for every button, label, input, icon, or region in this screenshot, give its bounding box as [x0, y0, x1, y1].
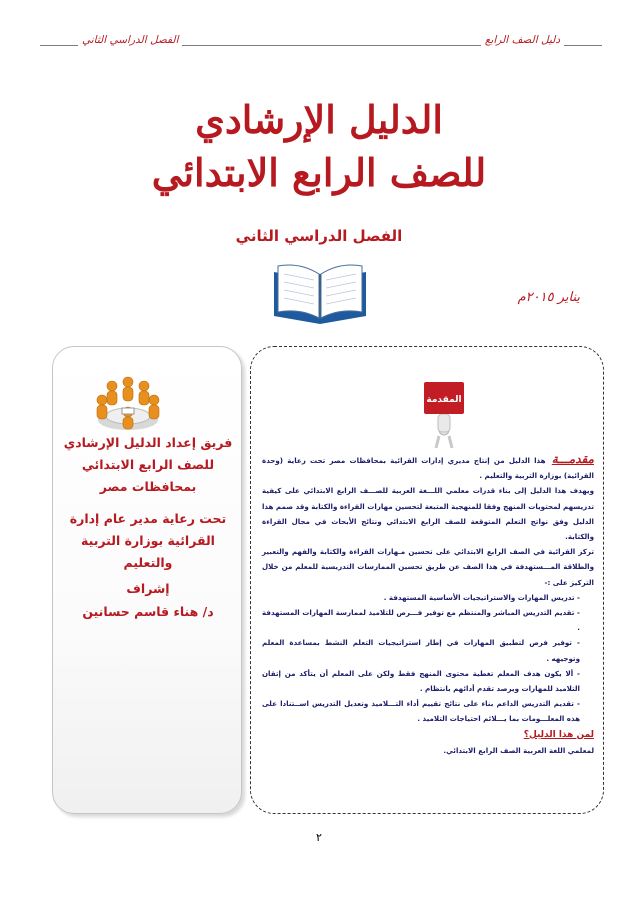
intro-paragraph-3: تركز القرائية في الصف الرابع الابتدائي على تحسين مـهارات القراءة والكتابة والفهم والتعبير والطلاقة المـــستهدفة في هذا الصف عن طريق تحسين الممارسات التدريسية للمعلم من خلال التركيز على :- [262, 547, 594, 587]
semester-subtitle: الفصل الدراسي الثاني [235, 227, 403, 245]
intro-bullet-5: - تقديم التدريس الداعم بناء على نتائج تقييم أداء التـــلاميذ وتعديل التدريس اســتنادا على هذه المعلـــومات بما يـــلائم احتياجات التلاميذ . [262, 699, 580, 724]
intro-paragraph-1 [262, 452, 594, 483]
header-semester: الفصل الدراسي الثاني [78, 34, 182, 46]
intro-bullet-3: - توفير فرص لتطبيق المهارات في إطار استراتيجيات التعلم النشط بمساعدة المعلم وتوجيهه . [262, 638, 580, 663]
for-whom-text: لمعلمي اللغة العربية الصف الرابع الابتدائي. [443, 745, 594, 755]
team-sponsor: تحت رعاية مدير عام إدارة القرائية بوزارة التربية والتعليم [69, 511, 227, 570]
open-book-icon [270, 258, 370, 326]
introduction-sign-icon [422, 380, 466, 448]
page-number: ٢ [316, 831, 322, 844]
introduction-sign-label: المقدمة [426, 395, 462, 405]
team-prepared-by: فريق إعداد الدليل الإرشادي للصف الرابع الابتدائي بمحافظات مصر [63, 435, 233, 494]
page-header [40, 34, 602, 50]
page-title-line-2: للصف الرابع الابتدائي [151, 150, 487, 195]
introduction-text [262, 452, 594, 758]
supervisor-name: د/ هناء قاسم حسانين [82, 604, 214, 619]
page-title-line-1: الدليل الإرشادي [195, 97, 443, 142]
intro-bullet-2: - تقديم التدريس المباشر والمنتظم مع توفير فـــرص للتلاميذ لممارسة المهارات المستهدفة . [262, 608, 580, 633]
team-meeting-icon [88, 372, 168, 434]
intro-bullet-4: - ألا يكون هدف المعلم تغطية محتوى المنهج فقط ولكن على المعلم أن يتأكد من إتقان التلاميذ للمهارات ويرصد تقدم أدائهم بانتظام . [262, 668, 580, 694]
issue-date: يناير ٢٠١٥م [517, 290, 580, 305]
header-guide-title: دليل الصف الرابع [481, 34, 564, 46]
intro-bullet-1: - تدريس المهارات والاستراتيجيات الأساسية المستهدفة . [383, 592, 580, 602]
intro-paragraph-1-text: هذا الدليل من إنتاج مديري إدارات القرائية بمحافظات مصر تحت رعاية (وحدة القرائية) بوزارة التربية والتعليم . [262, 456, 594, 481]
for-whom-heading: لمن هذا الدليل؟ [523, 729, 594, 740]
supervision-label: إشراف [126, 581, 170, 596]
intro-paragraph-2: ويهدف هذا الدليل إلى بناء قدرات معلمي اللـــغة العربية للصـــف الرابع الابتدائي على كيفية تدريسهم لمحتويات المنهج وفقا للمنهجية المتبعة لتحسين مهارات القراءة والكتابة وقد صمم هذا الدليل وفق نواتج التعلم المتوقعة للصف الرابع الابتدائي ونتائج الأبحاث في مجال القراءة والكتابة. [262, 486, 594, 542]
intro-heading: مقدمـــة [551, 452, 594, 466]
